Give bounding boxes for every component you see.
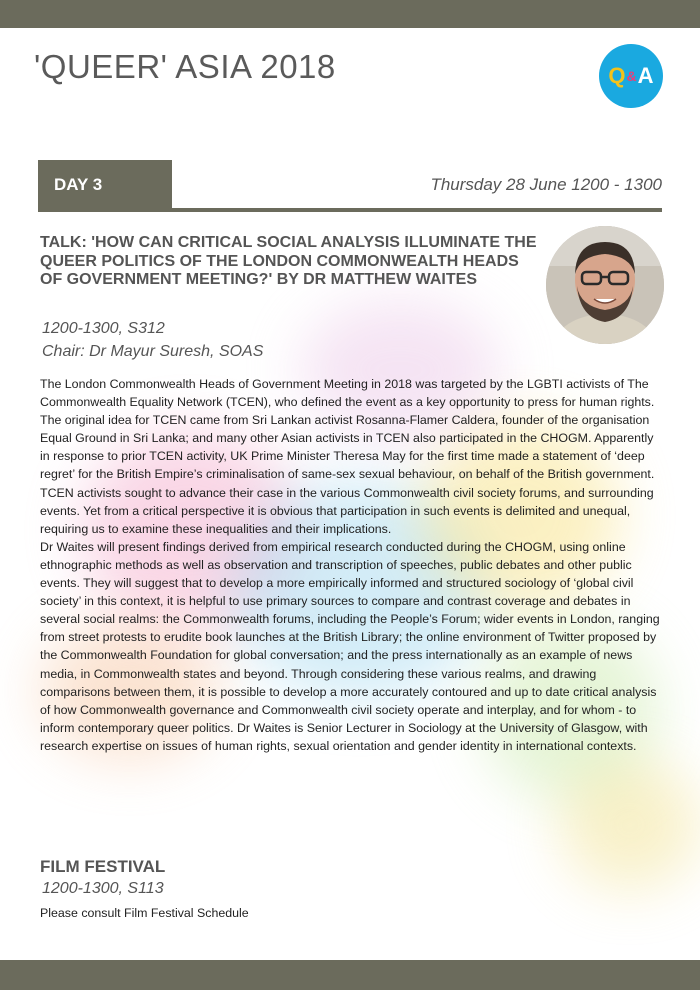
abstract-paragraph: The London Commonwealth Heads of Government Meeting in 2018 was targeted by the LGBTI activists of The Commonwealth Equality Network (TCEN), who defined the event as a key opportunity to press for human rights. The original idea for TCEN came from Sri Lankan activist Rosanna-Flamer Caldera, founder of the organisation Equal Ground in Sri Lanka; and many other Asian activists in TCEN also participated in the CHOGM. Apparently in response to prior TCEN activity, UK Prime Minister Theresa May for the first time made a statement of ‘deep regret’ for the British Empire’s criminalisation of same-sex sexual behaviour, on behalf of the British government. TCEN activists sought to advance their case in the various Commonwealth civil society forums, and surrounding events. Yet from a critical perspective it is obvious that participation in such events is delimited and unequal, requiring us to examine these inequalities and their implications.: [40, 377, 655, 536]
queer-asia-logo: [599, 44, 663, 108]
speaker-photo: [546, 226, 664, 344]
speaker-portrait-icon: [546, 226, 664, 344]
abstract-paragraph: Dr Waites will present findings derived from empirical research conducted during the CHOGM, using online ethnographic methods as well as observation and transcription of speeches, public debates and other public events. They will suggest that to develop a more empirically informed and structured sociology of ‘global civil society’ in this context, it is helpful to use primary sources to compare and contrast coverage and debates in several social realms: the Commonwealth forums, including the People’s Forum; wider events in London, ranging from street protests to erudite book launches at the British Library; the online environment of Twitter proposed by the Commonwealth Foundation for global conversation; and the press internationally as an example of news media, in Commonwealth states and beyond. Through considering these various realms, and drawing comparisons between them, it is possible to develop a more accurately contoured and up to date critical analysis of how Commonwealth governance and Commonwealth civil society operate and interplay, and for whom - to inform contemporary queer politics. Dr Waites is Senior Lecturer in Sociology at the University of Glasgow, with research expertise on issues of human rights, sexual orientation and gender identity in international contexts.: [40, 539, 660, 753]
top-band: [0, 0, 700, 28]
film-festival-title: FILM FESTIVAL: [40, 857, 166, 876]
talk-time-room: 1200-1300, S312: [42, 320, 165, 337]
page-title: 'QUEER' ASIA 2018: [34, 48, 336, 85]
day-divider: [38, 208, 662, 212]
logo-amp: &: [626, 68, 637, 84]
session-date: Thursday 28 June 1200 - 1300: [430, 175, 662, 194]
logo-a: A: [637, 63, 654, 88]
logo-q: Q: [608, 63, 626, 88]
talk-title: TALK: 'HOW CAN CRITICAL SOCIAL ANALYSIS ILLUMINATE THE QUEER POLITICS OF THE LONDON COMMONWEALTH HEADS OF GOVERNMENT MEETING?' BY DR MATTHEW WAITES: [40, 234, 537, 288]
bottom-band: [0, 960, 700, 990]
watercolor-background: [560, 760, 700, 890]
talk-chair: Chair: Dr Mayur Suresh, SOAS: [42, 343, 264, 360]
day-label-box: [38, 160, 172, 210]
talk-abstract: [40, 375, 662, 755]
film-note: Please consult Film Festival Schedule: [40, 906, 249, 920]
film-time-room: 1200-1300, S113: [42, 880, 164, 897]
day-label: DAY 3: [54, 175, 103, 194]
